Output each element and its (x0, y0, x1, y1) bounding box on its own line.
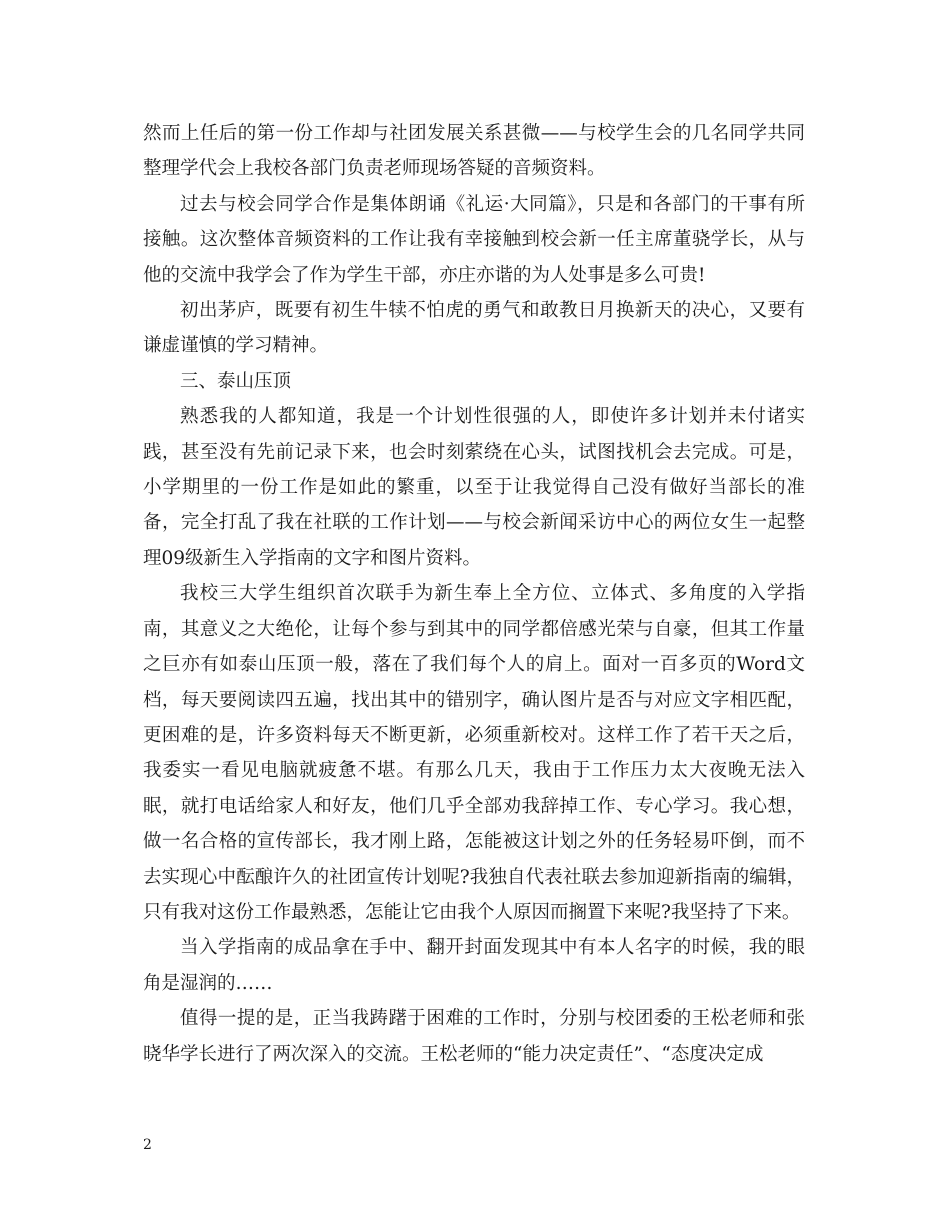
page-number: 2 (143, 1137, 152, 1153)
paragraph-2: 过去与校会同学合作是集体朗诵《礼运·大同篇》，只是和各部门的干事有所接触。这次整体音频资料的工作让我有幸接触到校会新一任主席董骁学长，从与他的交流中我学会了作为学生干部，亦庄亦谐的为人处事是多么可贵! (143, 193, 805, 286)
paragraph-3: 初出茅庐，既要有初生牛犊不怕虎的勇气和敢教日月换新天的决心，又要有谦虚谨慎的学习精神。 (143, 300, 805, 357)
paragraph-5: 我校三大学生组织首次联手为新生奉上全方位、立体式、多角度的入学指南，其意义之大绝伦，让每个参与到其中的同学都倍感光荣与自豪，但其工作量之巨亦有如泰山压顶一般，落在了我们每个人的肩上。面对一百多页的Word文档，每天要阅读四五遍，找出其中的错别字，确认图片是否与对应文字相匹配，更困难的是，许多资料每天不断更新，必须重新校对。这样工作了若干天之后，我委实一看见电脑就疲惫不堪。有那么几天，我由于工作压力太大夜晚无法入眠，就打电话给家人和好友，他们几乎全部劝我辞掉工作、专心学习。我心想，做一名合格的宣传部长，我才刚上路，怎能被这计划之外的任务轻易吓倒，而不去实现心中酝酿许久的社团宣传计划呢?我独自代表社联去参加迎新指南的编辑，只有我对这份工作最熟悉，怎能让它由我个人原因而搁置下来呢?我坚持了下来。 (143, 583, 805, 923)
paragraph-1: 然而上任后的第一份工作却与社团发展关系甚微——与校学生会的几名同学共同整理学代会上我校各部门负责老师现场答疑的音频资料。 (143, 123, 805, 180)
paragraph-7: 值得一提的是，正当我踌躇于困难的工作时，分别与校团委的王松老师和张晓华学长进行了两次深入的交流。王松老师的“能力决定责任”、“态度决定成 (143, 1008, 805, 1065)
paragraph-4: 熟悉我的人都知道，我是一个计划性很强的人，即使许多计划并未付诸实践，甚至没有先前记录下来，也会时刻萦绕在心头，试图找机会去完成。可是，小学期里的一份工作是如此的繁重，以至于让我觉得自己没有做好当部长的准备，完全打乱了我在社联的工作计划——与校会新闻采访中心的两位女生一起整理09级新生入学指南的文字和图片资料。 (143, 406, 805, 569)
paragraph-6: 当入学指南的成品拿在手中、翻开封面发现其中有本人名字的时候，我的眼角是湿润的…… (143, 937, 805, 994)
document-body (143, 116, 805, 1072)
section-heading: 三、泰山压顶 (180, 370, 292, 392)
